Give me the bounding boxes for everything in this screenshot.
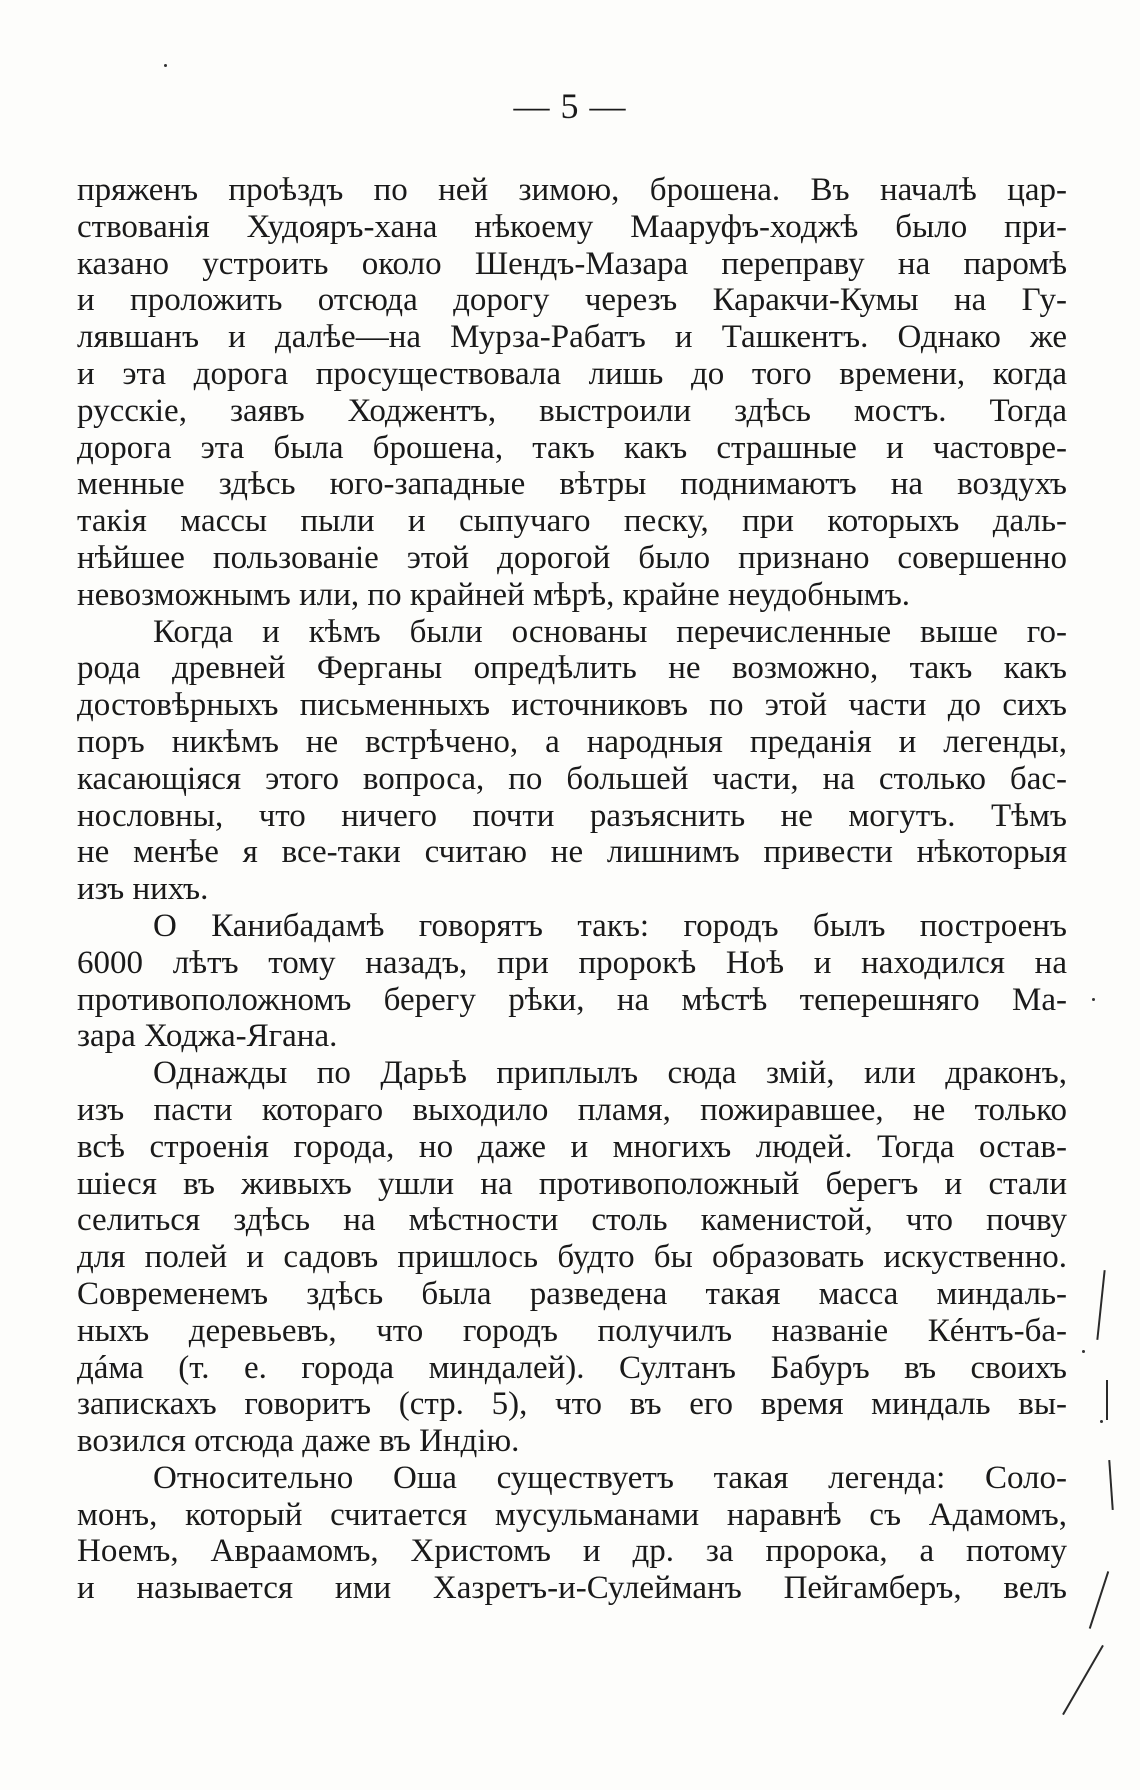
scan-speck	[1100, 1420, 1103, 1423]
scan-speck	[1082, 1350, 1085, 1353]
scan-speck	[1092, 998, 1095, 1001]
text-line: менные здѣсь юго-западные вѣтры поднимаютъ на воздухъ	[77, 466, 1067, 503]
body-text	[77, 172, 1067, 1607]
text-line: запискахъ говоритъ (стр. 5), что въ его время миндаль вы-	[77, 1386, 1067, 1423]
text-line: противоположномъ берегу рѣки, на мѣстѣ теперешняго Ма-	[77, 981, 1067, 1018]
margin-pencil-marks	[1070, 1270, 1130, 1730]
text-line: поръ никѣмъ не встрѣчено, а народныя преданія и легенды,	[77, 723, 1067, 760]
text-line: Современемъ здѣсь была разведена такая масса миндаль-	[77, 1275, 1067, 1312]
text-line: достовѣрныхъ письменныхъ источниковъ по этой части до сихъ	[77, 687, 1067, 724]
text-line: дáма (т. е. города миндалей). Султанъ Бабуръ въ своихъ	[77, 1349, 1067, 1386]
text-line: рода древней Ферганы опредѣлить не возможно, такъ какъ	[77, 650, 1067, 687]
text-line: 6000 лѣтъ тому назадъ, при пророкѣ Ноѣ и находился на	[77, 944, 1067, 981]
scan-speck	[164, 64, 167, 67]
text-line: казано устроить около Шендъ-Мазара переправу на паромѣ	[77, 245, 1067, 282]
text-line: Когда и кѣмъ были основаны перечисленные выше го-	[153, 613, 1067, 650]
text-line: Однажды по Дарьѣ приплылъ сюда змій, или драконъ,	[153, 1055, 1067, 1092]
text-line: нѣйшее пользованіе этой дорогой было признано совершенно	[77, 539, 1067, 576]
text-line: русскіе, заявъ Ходжентъ, выстроили здѣсь мостъ. Тогда	[77, 392, 1067, 429]
text-line: не менѣе я все-таки считаю не лишнимъ привести нѣкоторыя	[77, 834, 1067, 871]
text-line: и эта дорога просуществовала лишь до того времени, когда	[77, 355, 1067, 392]
text-line: Относительно Оша существуетъ такая легенда: Соло-	[153, 1459, 1067, 1496]
text-line: селиться здѣсь на мѣстности столь каменистой, что почву	[77, 1202, 1067, 1239]
text-line: невозможнымъ или, по крайней мѣрѣ, крайне неудобнымъ.	[77, 576, 911, 613]
text-line: ныхъ деревьевъ, что городъ получилъ названіе Кéнтъ-ба-	[77, 1312, 1067, 1349]
text-line: шіеся въ живыхъ ушли на противоположный берегъ и стали	[77, 1165, 1067, 1202]
text-line: всѣ строенія города, но даже и многихъ людей. Тогда остав-	[77, 1128, 1067, 1165]
text-line: лявшанъ и далѣе—на Мурза-Рабатъ и Ташкентъ. Однако же	[77, 319, 1067, 356]
text-line: монъ, который считается мусульманами наравнѣ съ Адамомъ,	[77, 1496, 1067, 1533]
text-line: и проложить отсюда дорогу черезъ Каракчи-Кумы на Гу-	[77, 282, 1067, 319]
text-line: и называется ими Хазретъ-и-Сулейманъ Пейгамберъ, велъ	[77, 1570, 1067, 1607]
text-line: возился отсюда даже въ Индію.	[77, 1423, 520, 1460]
page-number: — 5 —	[513, 86, 627, 126]
text-line: пряженъ проѣздъ по ней зимою, брошена. Въ началѣ цар-	[77, 172, 1067, 208]
text-line: для полей и садовъ пришлось будто бы образовать искуственно.	[77, 1239, 1067, 1276]
text-line: изъ нихъ.	[77, 871, 209, 908]
text-line: касающіяся этого вопроса, по большей части, на столько бас-	[77, 760, 1067, 797]
text-line: Ноемъ, Авраамомъ, Христомъ и др. за пророка, а потому	[77, 1533, 1067, 1570]
text-line: изъ пасти котораго выходило пламя, пожиравшее, не только	[77, 1091, 1067, 1128]
text-line: зара Ходжа-Ягана.	[77, 1018, 338, 1055]
text-line: нословны, что ничего почти разъяснить не могутъ. Тѣмъ	[77, 797, 1067, 834]
text-line: такія массы пыли и сыпучаго песку, при которыхъ даль-	[77, 503, 1067, 540]
text-line: дорога эта была брошена, такъ какъ страшные и частовре-	[77, 429, 1067, 466]
text-line: ствованія Худояръ-хана нѣкоему Мааруфъ-ходжѣ было при-	[77, 208, 1067, 245]
text-line: О Канибадамѣ говорятъ такъ: городъ былъ построенъ	[153, 907, 1067, 944]
